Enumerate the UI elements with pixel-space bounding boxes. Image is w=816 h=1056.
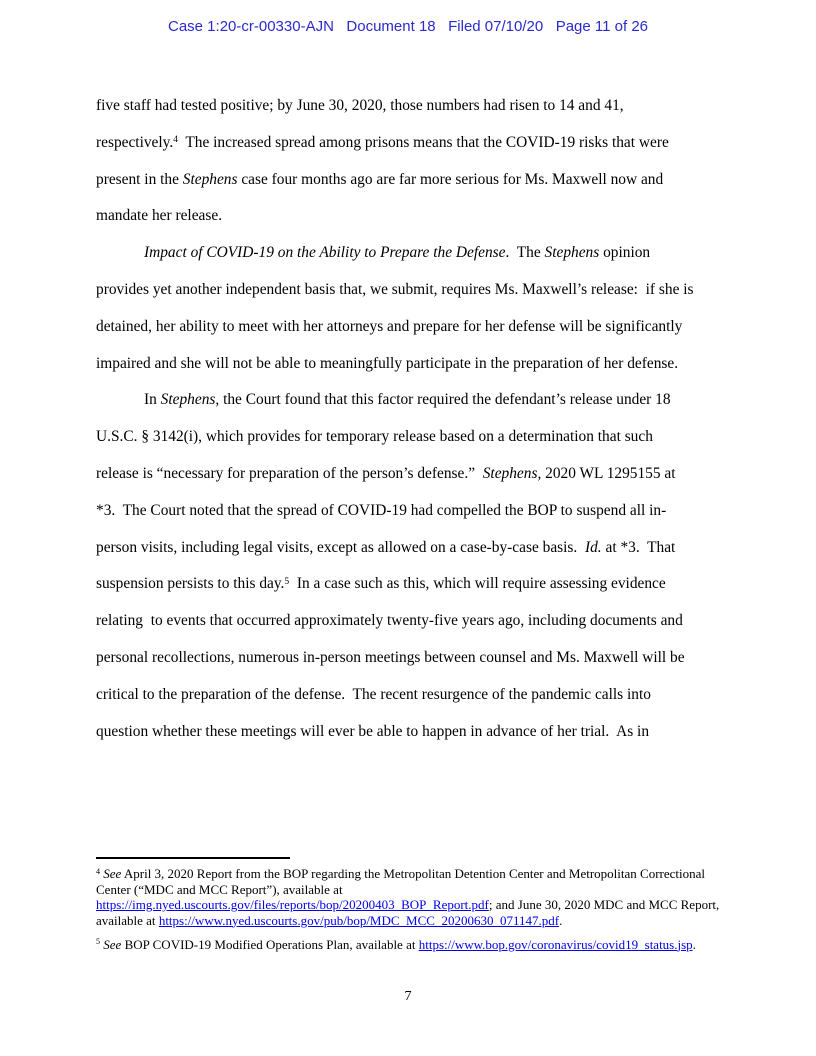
text-run: at *3. That — [601, 538, 676, 556]
body-line — [96, 309, 720, 346]
text-run: . — [559, 912, 563, 928]
text-run: April 3, 2020 Report from the BOP regarding the Metropolitan Detention Center and Metropolitan Correctional Center (“MDC and MCC Report”), available at — [96, 866, 709, 897]
text-run: 4 — [173, 134, 178, 146]
ecf-stamp-header: Case 1:20-cr-00330-AJN Document 18 Filed 07/10/20 Page 11 of 26 — [168, 18, 648, 35]
footnote-link[interactable]: https://www.nyed.uscourts.gov/pub/bop/MDC_MCC_20200630_071147.pdf — [158, 912, 560, 928]
body-line — [96, 714, 720, 751]
body-line — [96, 493, 720, 530]
footnote-separator — [96, 857, 290, 859]
text-run: *3. The Court noted that the spread of COVID-19 had compelled the BOP to suspend all in- — [96, 501, 667, 519]
text-run: Stephens — [182, 170, 238, 188]
text-run: 5 — [96, 937, 101, 947]
body-text — [96, 88, 720, 750]
body-line — [96, 456, 720, 493]
body-line — [96, 677, 720, 714]
text-run: Impact of COVID-19 on the Ability to Prepare the Defense — [144, 244, 506, 262]
text-run: Id. — [584, 538, 602, 556]
body-line — [96, 346, 720, 383]
text-run: impaired and she will not be able to meaningfully participate in the preparation of her defense. — [96, 354, 679, 372]
text-run: See — [103, 936, 122, 952]
body-line — [96, 419, 720, 456]
text-run: , the Court found that this factor required the defendant’s release under 18 — [215, 391, 671, 409]
text-run: Stephens — [544, 244, 600, 262]
text-run: question whether these meetings will ever be able to happen in advance of her trial. As in — [96, 722, 650, 740]
text-run: person visits, including legal visits, except as allowed on a case-by-case basis. — [96, 538, 585, 556]
text-run: U.S.C. § 3142(i), which provides for temporary release based on a determination that such — [96, 428, 653, 446]
page-number: 7 — [404, 989, 412, 1004]
text-run: The increased spread among prisons means that the COVID-19 risks that were — [177, 133, 669, 151]
text-run: respectively. — [96, 133, 174, 151]
text-run: suspension persists to this day. — [96, 575, 285, 593]
text-run: Stephens — [160, 391, 216, 409]
footnote-5 — [96, 937, 720, 953]
body-line — [96, 162, 720, 199]
text-run: In — [144, 391, 161, 409]
body-line — [96, 566, 720, 603]
footnote-4 — [96, 866, 723, 928]
body-line — [96, 603, 720, 640]
footnote-link[interactable]: https://img.nyed.uscourts.gov/files/reports/bop/20200403_BOP_Report.pdf — [96, 897, 489, 912]
text-run: mandate her release. — [96, 207, 223, 225]
text-run: In a case such as this, which will require assessing evidence — [289, 575, 666, 593]
body-line — [96, 235, 720, 272]
text-run: 5 — [284, 575, 290, 587]
text-run: 4 — [96, 866, 101, 876]
body-line — [96, 198, 720, 235]
body-line — [96, 272, 720, 309]
text-run: See — [103, 866, 122, 881]
body-line — [96, 125, 720, 162]
text-run: 2020 WL 1295155 at — [541, 464, 676, 482]
text-run: ; and June 30, 2020 MDC and MCC Report, available at — [96, 897, 723, 928]
text-run: . The — [505, 244, 545, 262]
text-run: opinion — [599, 244, 651, 262]
text-run: present in the — [96, 170, 183, 188]
text-run: provides yet another independent basis that, we submit, requires Ms. Maxwell’s release: if she is — [96, 280, 694, 298]
body-line — [96, 382, 720, 419]
text-run: BOP COVID-19 Modified Operations Plan, available at — [121, 936, 419, 952]
body-line — [96, 88, 720, 125]
body-line — [96, 530, 720, 567]
text-run: relating to events that occurred approximately twenty-five years ago, including documents and — [96, 612, 683, 630]
text-run: five staff had tested positive; by June 30, 2020, those numbers had risen to 14 and 41, — [96, 97, 624, 114]
text-run: personal recollections, numerous in-person meetings between counsel and Ms. Maxwell will be — [96, 648, 685, 666]
footnotes — [96, 866, 723, 961]
text-run: detained, her ability to meet with her attorneys and prepare for her defense will be significantly — [96, 317, 683, 335]
footnote-link[interactable]: https://www.bop.gov/coronavirus/covid19_status.jsp — [418, 936, 693, 952]
text-run: Stephens, — [482, 464, 542, 482]
text-run: critical to the preparation of the defense. The recent resurgence of the pandemic calls into — [96, 685, 651, 703]
body-line — [96, 640, 720, 677]
text-run: . — [692, 936, 696, 952]
text-run: case four months ago are far more serious for Ms. Maxwell now and — [237, 170, 664, 188]
text-run: release is “necessary for preparation of the person’s defense.” — [96, 464, 483, 482]
